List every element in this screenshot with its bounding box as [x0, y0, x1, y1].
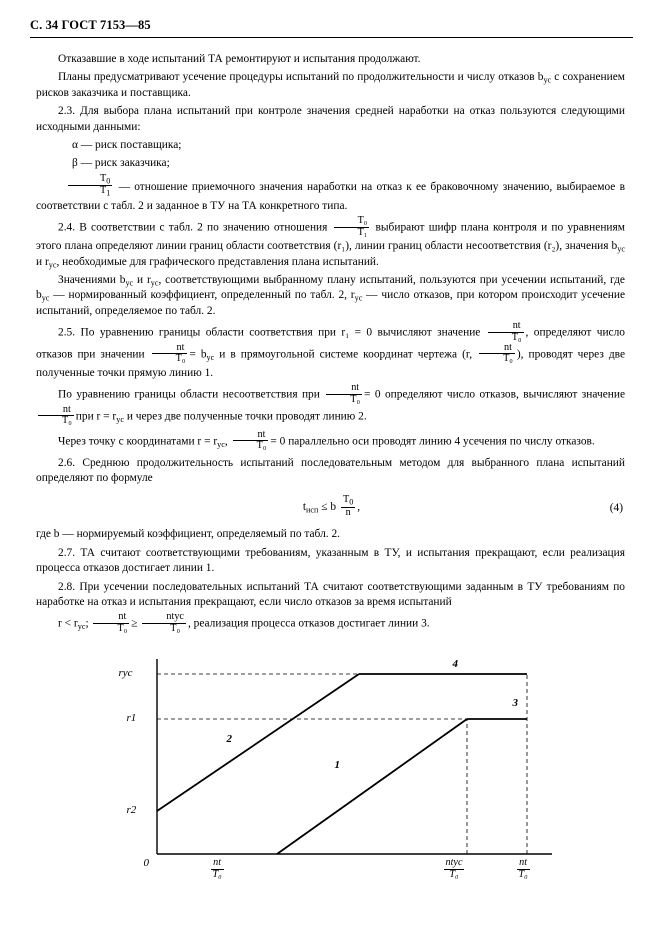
paragraph-2-4	[30, 217, 633, 270]
chart-ylabel-rус-text: rус	[118, 667, 133, 680]
formula-lhs-sub: исп	[306, 505, 319, 515]
fraction-denominator: T₀	[175, 353, 186, 365]
fraction-numerator: nt	[517, 858, 530, 869]
paragraph-2-3	[30, 104, 633, 135]
fraction-numerator: nt	[93, 612, 129, 623]
clause-text-2-4-a: В соответствии с табл. 2 по значению отношения	[79, 221, 328, 234]
clause-2-4-sub1: ус	[617, 244, 625, 254]
chart-line-label-3: 3	[512, 697, 518, 710]
fraction-nt-T0-d	[326, 383, 362, 405]
fraction-denominator: n	[345, 507, 351, 519]
clause-number-2-4: 2.4.	[58, 221, 76, 234]
clause-text-2-5-c: = b	[189, 348, 207, 361]
fraction-numerator: ntус	[142, 612, 186, 623]
clause-number-2-7: 2.7.	[58, 546, 76, 559]
fraction-numerator: ntус	[445, 857, 463, 869]
fraction-numerator: nt	[152, 343, 188, 354]
fraction-ntus-T0	[142, 612, 186, 634]
chart-origin-label: 0	[143, 857, 149, 870]
chart-line-label-1: 1	[334, 759, 340, 772]
chart-ylabel-r2	[127, 804, 137, 816]
paragraph-alpha: α — риск поставщика;	[72, 138, 182, 151]
values-sub-1: ус	[125, 278, 134, 288]
clause-text-2-8: При усечении последовательных испытаний ТА считают соответствующими заданным в ТУ требованиям по наработке на отказ и испытания прекращают, если число отказов за время испытаний	[36, 580, 625, 609]
boundary-sub: ус	[116, 414, 124, 424]
fraction-denominator: T₀	[256, 440, 267, 452]
fraction-nt-T0-g	[93, 612, 129, 634]
chart-ylabel-r1-text: r1	[126, 712, 137, 725]
paragraph-intro: Отказавшие в ходе испытаний ТА ремонтируют и испытания продолжают.	[58, 53, 421, 65]
paragraph-plans-tail: с сохранением рисков заказчика и поставщика.	[36, 71, 625, 99]
values-sub-2: ус	[150, 278, 159, 288]
paragraph-ratio	[30, 172, 633, 215]
paragraph-beta: β — риск заказчика;	[72, 157, 170, 170]
values-text-5: — число отказов, при котором происходит усечение испытаний, определяемое по табл. 2.	[36, 289, 625, 317]
boundary-text-b: = 0 определяют число отказов, вычисляют значение	[364, 388, 625, 401]
paragraph-through-point	[30, 428, 633, 453]
values-text-4: — нормированный коэффициент, определенный по табл. 2, r	[49, 289, 355, 302]
fraction-T0-T1	[68, 174, 112, 198]
clause-text-2-4-tail2: , необходимые для графического представления плана испытаний.	[56, 255, 379, 268]
fraction-denominator: T₀	[212, 868, 222, 880]
paragraph-2-6	[30, 456, 633, 487]
fraction-T0-T1-inline	[334, 216, 370, 238]
fraction-T0-n	[341, 495, 355, 518]
fraction-numerator: $T_0$	[342, 494, 354, 507]
through-text-b: ,	[224, 435, 228, 448]
clause-text-2-3: Для выбора плана испытаний при контроле значения средней наработки на отказ пользуются следующими исходными данными:	[36, 105, 625, 133]
clause-text-2-5-e: ), проводят через две полученные точки прямую линию 1.	[36, 348, 626, 379]
through-text-c: = 0 параллельно оси проводят линию 4 усечения по числу отказов.	[270, 435, 595, 448]
fraction-denominator: T₀	[518, 868, 528, 880]
fraction-ntus-T0-axis	[444, 858, 465, 880]
boundary-text-d: и через две полученные точки проводят линию 2.	[126, 410, 367, 423]
clause-2-4-sub2: ус	[48, 259, 57, 269]
formula-comma: ,	[357, 501, 361, 514]
clause-number-2-5: 2.5.	[58, 326, 76, 339]
fraction-nt-T0-c	[479, 343, 515, 365]
formula-number: (4)	[609, 502, 623, 515]
paragraph-last	[30, 613, 633, 635]
fraction-nt-T0-axis2	[517, 858, 530, 880]
values-sub-4: ус	[354, 293, 363, 303]
clause-2-5-sub: ус	[206, 352, 215, 362]
fraction-numerator: T₀	[334, 216, 370, 227]
fraction-numerator: nt	[233, 430, 269, 441]
paragraph-plans-text: Планы предусматривают усечение процедуры испытаний по продолжительности и числу отказов b	[58, 71, 544, 84]
clause-text-2-5-d: и в прямоугольной системе координат чертежа (r,	[219, 348, 473, 361]
paragraph-plans-sub: ус	[543, 75, 552, 85]
fraction-nt-T0-b	[152, 343, 188, 365]
chart-svg	[97, 649, 567, 889]
chart-line-1	[277, 719, 467, 854]
values-text-2: и r	[133, 274, 151, 286]
clause-text-2-7: ТА считают соответствующими требованиям, указанным в ТУ, и испытания прекращают, если реализация процесса отказов достигает линии 1.	[36, 546, 625, 575]
fraction-numerator: nt	[326, 383, 362, 394]
clause-text-2-4-b: выбирают шифр плана контроля и по уравнениям этого плана определяют линии границ области соответствия (r₁), линии границ области несоответствия (r₂), значения b	[36, 221, 625, 253]
paragraph-below-formula: где b — нормируемый коэффициент, определяемый по табл. 2.	[36, 528, 340, 541]
paragraph-values	[30, 273, 633, 319]
last-text-d: , реализация процесса отказов достигает линии 3.	[187, 617, 430, 630]
clause-number-2-3: 2.3.	[58, 105, 76, 118]
clause-text-2-5-a: По уравнению границы области соответствия при r₁ = 0 вычисляют значение	[80, 326, 481, 339]
clause-text-2-4-tail: и r	[36, 255, 49, 268]
paragraph-plans	[30, 70, 633, 101]
boundary-text-a: По уравнению границы области несоответствия при	[58, 388, 320, 401]
last-text-b: ;	[85, 617, 89, 630]
fraction-denominator: T₀	[511, 331, 522, 343]
fraction-nt-T0-axis1	[211, 858, 224, 880]
header-divider	[30, 37, 633, 38]
fraction-denominator: T₀	[350, 393, 361, 405]
fraction-numerator: $T_0$	[68, 174, 112, 187]
formula-4	[30, 496, 633, 519]
fraction-nt-T0-e	[38, 405, 74, 427]
clause-number-2-8: 2.8.	[58, 580, 76, 593]
paragraph-2-7	[30, 546, 633, 577]
fraction-denominator: T₁	[357, 226, 368, 238]
fraction-numerator: nt	[488, 321, 524, 332]
through-text-a: Через точку с координатами r = r	[58, 435, 218, 448]
values-text-1: Значениями b	[58, 274, 126, 286]
last-sub-a: ус	[77, 622, 86, 632]
paragraph-ratio-text: — отношение приемочного значения наработки на отказ к ее браковочному значению, выбираемое в соответствии с табл. 2 и заданное в ТУ на ТА конкретного типа.	[36, 180, 625, 213]
values-sub-3: ус	[41, 293, 50, 303]
chart-ylabel-rус	[119, 667, 133, 679]
paragraph-boundary	[30, 384, 633, 428]
fraction-denominator: T₀	[117, 622, 128, 634]
chart-ylabel-r1	[127, 712, 137, 724]
fraction-nt-T0-a	[488, 321, 524, 343]
fraction-denominator-sub: 1	[106, 188, 111, 198]
clause-text-2-6: Среднюю продолжительность испытаний последовательным методом для выбранного плана испытаний определяют по формуле	[36, 456, 625, 485]
formula-lhs: t	[302, 501, 307, 514]
chart-line-label-4: 4	[452, 658, 458, 671]
paragraph-2-8	[30, 580, 633, 611]
chart-xlabel-ntус-T0	[442, 859, 467, 881]
last-text-a: r < r	[58, 617, 78, 630]
page-header: С. 34 ГОСТ 7153—85	[30, 18, 151, 32]
fraction-denominator: T₀	[503, 353, 513, 365]
clause-text-2-5-b: , определяют число отказов при значении	[36, 326, 625, 361]
chart-line-2	[157, 674, 359, 811]
values-text-3: , соответствующими выбранному плану испытаний, пользуются при усечении испытаний, где b	[36, 274, 625, 302]
chart-xlabel-nt-T0	[209, 859, 226, 881]
fraction-numerator: nt	[38, 405, 74, 416]
last-text-c: ≥	[131, 617, 138, 630]
fraction-denominator: T₀	[62, 415, 72, 427]
formula-relation: ≤	[321, 501, 328, 514]
fraction-numerator-sub: 0	[349, 497, 354, 507]
fraction-numerator-sub: 0	[106, 176, 111, 186]
fraction-denominator: $T_1$	[100, 185, 111, 198]
fraction-denominator: T₀	[449, 868, 459, 880]
fraction-denominator: T₀	[170, 622, 181, 634]
fraction-numerator: nt	[479, 343, 515, 354]
formula-coefficient: b	[330, 501, 337, 514]
chart-ylabel-r2-text: r2	[126, 804, 137, 817]
paragraph-2-5	[30, 322, 633, 381]
chart-line-label-2: 2	[226, 733, 232, 746]
fraction-numerator: nt	[211, 858, 224, 869]
through-sub: ус	[217, 439, 225, 449]
boundary-text-c: при r = r	[75, 410, 117, 423]
sequential-test-plan-chart	[97, 649, 567, 889]
clause-number-2-6: 2.6.	[58, 456, 76, 469]
chart-xlabel-nt-T0-end	[515, 859, 532, 881]
fraction-nt-T0-f	[233, 430, 269, 452]
